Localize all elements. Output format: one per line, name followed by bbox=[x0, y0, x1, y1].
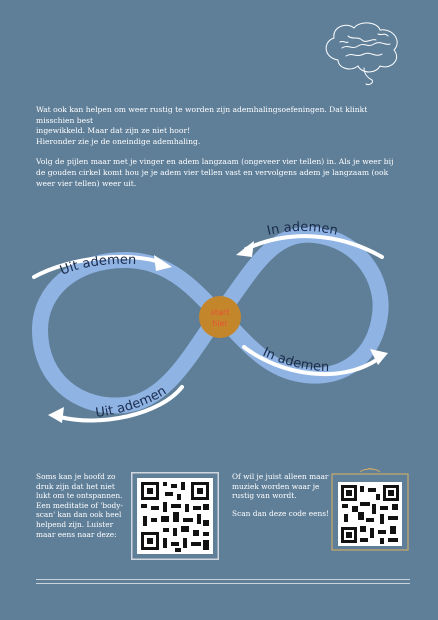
meditation-paragraph: Soms kan je hoofd zo druk zijn dat het niet lukt om te ontspannen. Een meditatie of 'body-scan' kan dan ook heel helpend zijn. Luister maar eens naar deze: bbox=[36, 472, 123, 539]
divider-line-1 bbox=[36, 579, 410, 580]
start-label-line-1: start bbox=[210, 308, 230, 317]
intro-paragraph-1 bbox=[36, 105, 401, 147]
start-label-line-2: hier bbox=[212, 319, 228, 328]
qr-code-music[interactable] bbox=[330, 468, 410, 552]
label-inhale-mid: In ademen bbox=[260, 345, 330, 376]
label-exhale-top: Uit ademen bbox=[58, 252, 137, 279]
music-paragraph-1: Of wil je juist alleen maar muziek worden waar je rustig van wordt. bbox=[232, 472, 329, 501]
intro-line-2: ingewikkeld. Maar dat zijn ze niet hoor! bbox=[36, 126, 191, 136]
start-circle bbox=[199, 296, 241, 338]
label-exhale-bottom: Uit ademen bbox=[94, 383, 170, 422]
qr-code-music-icon bbox=[330, 468, 410, 552]
music-text bbox=[232, 472, 332, 526]
meditation-text bbox=[36, 472, 128, 547]
intro-paragraph-2: Volg de pijlen maar met je vinger en adem langzaam (ongeveer vier tellen) in. Als je weer bij de gouden cirkel komt hou je je adem vier tellen vast en vervolgens adem je langzaam (ook weer vier tellen) weer uit. bbox=[36, 157, 394, 188]
intro-text bbox=[36, 105, 401, 199]
qr-code-meditation[interactable] bbox=[131, 472, 219, 564]
label-inhale-top: In ademen bbox=[265, 219, 340, 239]
qr-code-meditation-icon bbox=[131, 472, 219, 560]
brain-icon bbox=[318, 18, 408, 88]
arrowhead-bottom-left bbox=[48, 407, 64, 423]
intro-line-1: Wat ook kan helpen om weer rustig te worden zijn ademhalingsoefeningen. Dat klinkt misschien best bbox=[36, 105, 368, 125]
arrowhead-top-right bbox=[236, 241, 254, 257]
music-paragraph-2: Scan dan deze code eens! bbox=[232, 508, 329, 518]
divider-line-2 bbox=[36, 583, 410, 584]
infinity-breathing-diagram bbox=[0, 215, 438, 435]
intro-line-3: Hieronder zie je de oneindige ademhaling. bbox=[36, 136, 201, 146]
